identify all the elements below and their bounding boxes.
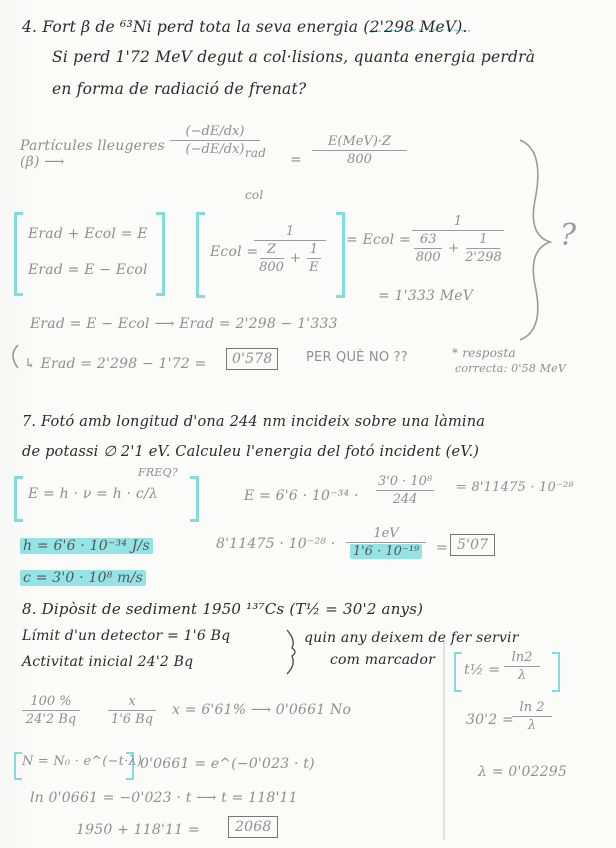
left-hook bbox=[13, 345, 18, 368]
p7-result-box: 5'07 bbox=[450, 534, 495, 556]
p4-resposta-value: correcta: 0'58 MeV bbox=[455, 362, 566, 375]
p7-speed-of-light: c = 3'0 · 10⁸ m/s bbox=[20, 570, 146, 586]
p4-ecol-num: 1 bbox=[285, 224, 295, 239]
p7-formula-bracket-left bbox=[14, 476, 23, 522]
p8-thalf-fraction bbox=[504, 650, 540, 683]
p4-ratio-num: (−dE/dx) bbox=[185, 124, 245, 139]
p8-ratio2 bbox=[108, 694, 156, 727]
p4-ecol2-plus: + bbox=[448, 241, 460, 256]
p8-ratio2-num: x bbox=[128, 694, 136, 709]
p8-decay-eq: 0'0661 = e^(−0'023 · t) bbox=[140, 756, 315, 772]
p8-ratio-result: x = 6'61% ⟶ 0'0661 No bbox=[172, 702, 352, 718]
p4-ecol-den bbox=[259, 242, 321, 275]
p4-ecol-lhs: Ecol = bbox=[210, 244, 259, 260]
p4-ecol2-result: = 1'333 MeV bbox=[378, 288, 474, 304]
p4-statement-line1: 4. Fort β de ⁶³Ni perd tota la seva energia (2'298 MeV). bbox=[22, 18, 468, 36]
p8-ln-line: ln 0'0661 = −0'023 · t ⟶ t = 118'11 bbox=[30, 790, 298, 806]
p4-eq-sign: = bbox=[290, 152, 302, 168]
p4-box2-bracket-left bbox=[196, 212, 205, 298]
p4-ecol2-d2d: 2'298 bbox=[465, 250, 502, 265]
p8-thalf2-den: λ bbox=[527, 718, 537, 733]
p8-result-box: 2068 bbox=[228, 816, 278, 838]
p8-lambda: λ = 0'02295 bbox=[478, 764, 567, 780]
p7-calc1-fraction bbox=[376, 474, 434, 507]
p4-ecol2-d2n: 1 bbox=[479, 232, 488, 247]
p8-thalf2-num: ln 2 bbox=[519, 700, 545, 715]
p4-ecol-d1d: 800 bbox=[259, 260, 284, 275]
p4-ecol-d2d: E bbox=[309, 260, 319, 275]
p4-box1-bracket-left bbox=[14, 212, 23, 296]
p8-statement-line2: Límit d'un detector = 1'6 Bq bbox=[22, 628, 231, 644]
p4-rhs-num: E(MeV)·Z bbox=[327, 134, 392, 149]
p7-calc1-num: 3'0 · 10⁸ bbox=[377, 474, 433, 489]
p7-planck-constant: h = 6'6 · 10⁻³⁴ J/s bbox=[20, 538, 153, 554]
p4-box1-bracket-right bbox=[156, 212, 165, 296]
p7-calc1-den: 244 bbox=[392, 492, 418, 507]
p4-ratio-den: (−dE/dx) bbox=[185, 142, 245, 157]
p4-ecol2-num: 1 bbox=[453, 214, 463, 229]
p4-erad-result-box: 0'578 bbox=[226, 348, 278, 370]
p8-question-line2: com marcador bbox=[330, 652, 435, 668]
p8-question-line1: quin any deixem de fer servir bbox=[304, 630, 519, 646]
p4-box1-line1: Erad + Ecol = E bbox=[28, 226, 148, 242]
p8-ratio1 bbox=[22, 694, 80, 727]
p4-sub-col: col bbox=[245, 188, 264, 202]
p4-ecol-d2n: 1 bbox=[309, 242, 318, 257]
p4-question-mark: ? bbox=[560, 218, 577, 253]
p8-statement-line3: Activitat inicial 24'2 Bq bbox=[22, 654, 194, 670]
p8-thalf-den: λ bbox=[517, 668, 527, 683]
p8-thalf-bracket-right bbox=[552, 652, 560, 692]
p4-statement-line3: en forma de radiació de frenat? bbox=[52, 80, 307, 98]
p7-calc2-lhs: 8'11475 · 10⁻²⁸ · bbox=[216, 536, 336, 552]
p4-perque: PER QUÈ NO ?? bbox=[306, 350, 408, 365]
p4-particles-label: Partícules lleugeres (β) ⟶ bbox=[20, 138, 165, 170]
p4-box1-line2: Erad = E − Ecol bbox=[28, 262, 148, 278]
p4-ecol2-den bbox=[414, 232, 502, 265]
p4-resposta: * resposta bbox=[452, 346, 516, 360]
p4-statement-line2: Si perd 1'72 MeV degut a col·lisions, quanta energia perdrà bbox=[52, 48, 536, 66]
p4-ecol-fraction bbox=[254, 224, 326, 275]
p8-ratio2-den: 1'6 Bq bbox=[110, 712, 154, 727]
p8-thalf2-lhs: 30'2 = bbox=[466, 712, 514, 728]
p4-ecol2-d1d: 800 bbox=[415, 250, 441, 265]
p7-statement-line2: de potassi ∅ 2'1 eV. Calculeu l'energia del fotó incident (eV.) bbox=[22, 444, 480, 460]
p7-freq-note: FREQ? bbox=[138, 466, 178, 479]
p8-decay-bracket-left bbox=[14, 752, 22, 780]
p4-ecol-plus: + bbox=[289, 251, 301, 266]
p4-rhs-den: 800 bbox=[347, 152, 372, 167]
p7-calc2-eq: = bbox=[436, 540, 448, 556]
p8-ratio1-num: 100 % bbox=[30, 694, 72, 709]
p7-formula-bracket-right bbox=[190, 476, 199, 522]
p4-ecol2-d1n: 63 bbox=[419, 232, 437, 247]
p7-calc2-num: 1eV bbox=[373, 526, 399, 541]
p8-sum-line: 1950 + 118'11 = bbox=[76, 822, 200, 838]
p4-ecol-d1n: Z bbox=[267, 242, 277, 257]
p4-sub-rad: rad bbox=[245, 146, 267, 160]
p7-calc1-lhs: E = 6'6 · 10⁻³⁴ · bbox=[244, 488, 359, 504]
right-brace bbox=[520, 140, 550, 340]
p4-erad-line1: Erad = E − Ecol ⟶ Erad = 2'298 − 1'333 bbox=[30, 316, 338, 332]
p4-box2-bracket-right bbox=[336, 212, 345, 298]
p7-statement-line1: 7. Fotó amb longitud d'ona 244 nm incideix sobre una làmina bbox=[22, 414, 486, 430]
p4-ecol2-fraction bbox=[412, 214, 504, 265]
p8-statement-line1: 8. Dipòsit de sediment 1950 ¹³⁷Cs (T½ = 30'2 anys) bbox=[22, 600, 424, 618]
p8-thalf-lhs: t½ = bbox=[464, 662, 501, 678]
p4-rhs-fraction bbox=[312, 134, 407, 167]
p8-thalf-num: ln2 bbox=[511, 650, 533, 665]
p4-ecol2-lhs: = Ecol = bbox=[346, 232, 411, 248]
p8-ratio1-den: 24'2 Bq bbox=[25, 712, 77, 727]
p4-erad-line2: ↳ Erad = 2'298 − 1'72 = bbox=[24, 356, 207, 372]
p8-thalf-bracket-left bbox=[454, 652, 462, 692]
p7-formula: E = h · ν = h · c/λ bbox=[28, 486, 158, 502]
p7-calc2-den: 1'6 · 10⁻¹⁹ bbox=[350, 544, 422, 559]
p7-calc2-fraction bbox=[346, 526, 426, 559]
p7-calc1-result: = 8'11475 · 10⁻²⁸ bbox=[456, 480, 574, 495]
brace-p8 bbox=[287, 630, 295, 674]
p8-decay-law: N = N₀ · e^(−t·λ) bbox=[22, 754, 143, 769]
p8-thalf2-fraction bbox=[512, 700, 552, 733]
